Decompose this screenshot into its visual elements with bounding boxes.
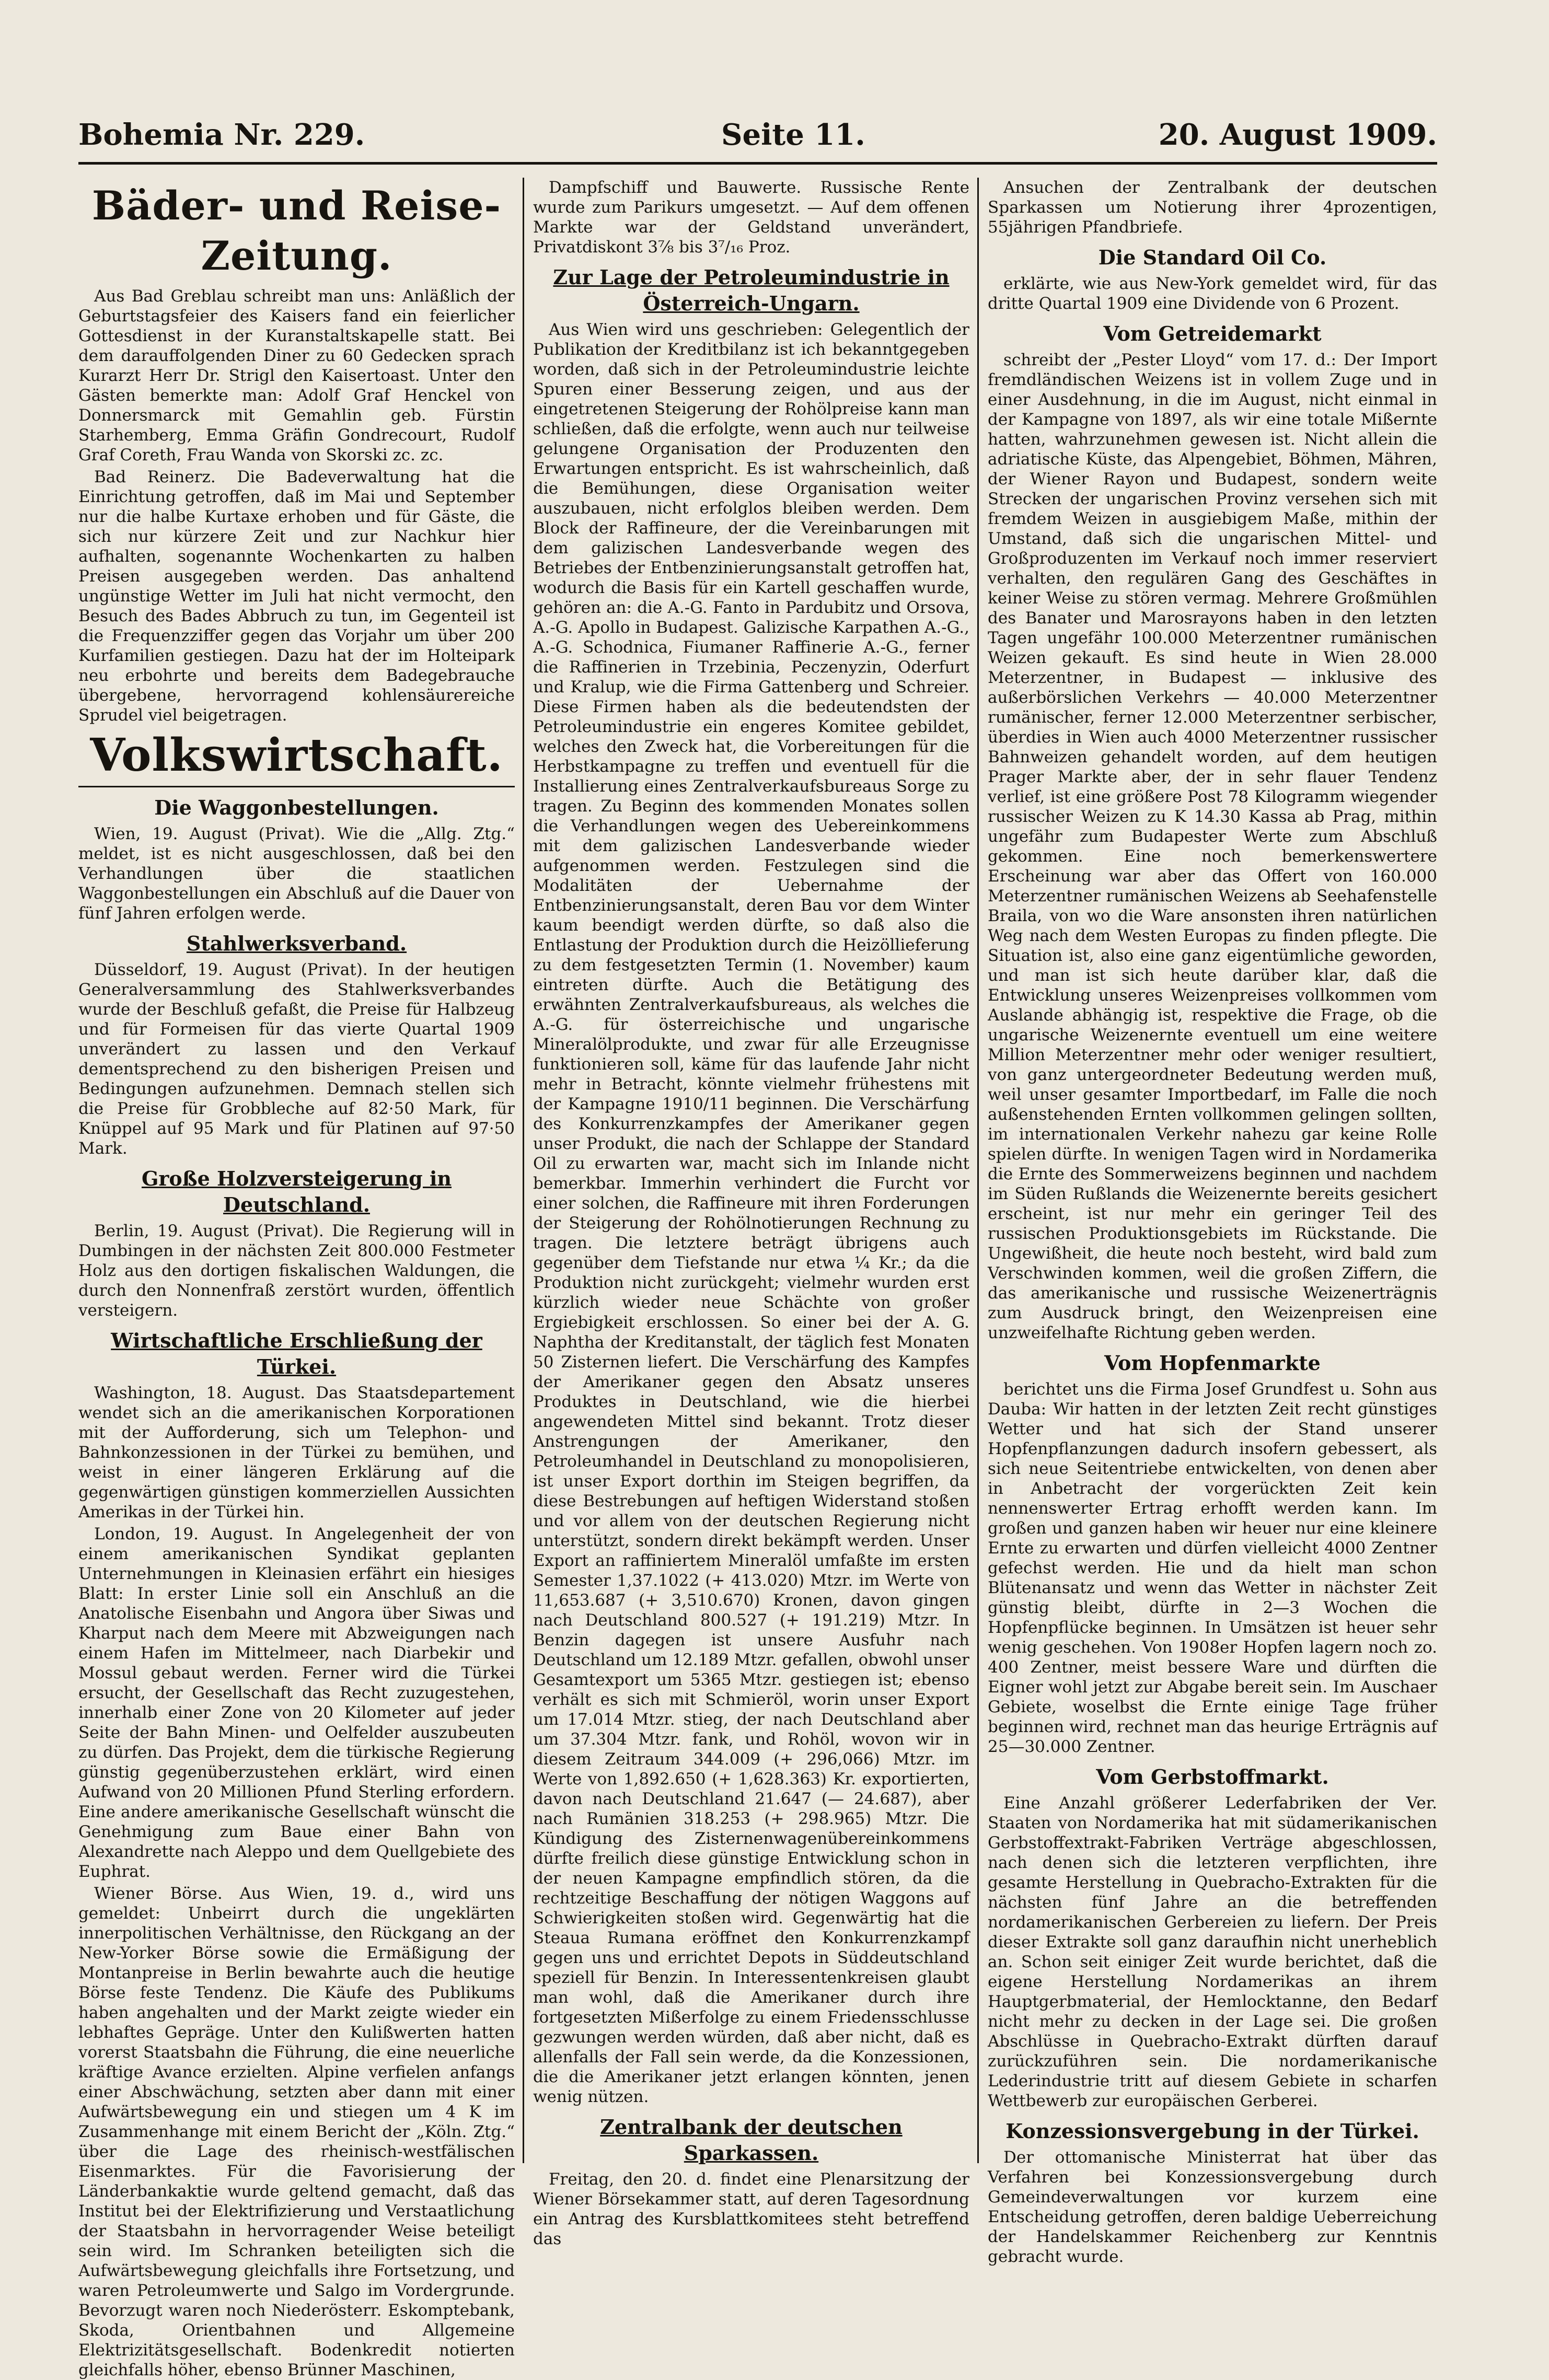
section-title-baeder: Bäder- und Reise-Zeitung. <box>91 182 502 279</box>
headline-zentralbank: Zentralbank der deutschen Sparkassen. <box>600 2115 903 2165</box>
headline-standard-oil: Die Standard Oil Co. <box>1098 246 1327 269</box>
article-boerse-cont: Dampfschiff und Bauwerte. Russische Rente wurde zum Parikurs umgesetzt. — Auf dem offenen Markte war der Geldstand unverändert, Privatdiskont 3⅞ bis 3⁷/₁₆ Proz. <box>533 178 969 257</box>
article-greblau: Aus Bad Greblau schreibt man uns: Anläßlich der Geburtstagsfeier des Kaisers fand ein feierlicher Gottesdienst in der Kuranstaltskapelle statt. Bei dem darauffolgenden Diner zu 60 Gedecken sprach Kurarzt Herr Dr. Strigl den Kaisertoast. Unter den Gästen bemerkte man: Adolf Graf Henckel von Donnersmarck mit Gemahlin geb. Fürstin Starhemberg, Emma Gräfin Gondrecourt, Rudolf Graf Coreth, Frau Wanda von Skorski zc. zc. <box>78 287 515 465</box>
article-zentralbank-cont: Ansuchen der Zentralbank der deutschen Sparkassen um Notierung ihrer 4prozentigen, 55jährigen Pfandbriefe. <box>988 178 1437 237</box>
header-issue: Bohemia Nr. 229. <box>78 118 365 152</box>
article-petroleum: Aus Wien wird uns geschrieben: Gelegentlich der Publikation der Kreditbilanz ist ich bekanntgegeben worden, daß sich in der Petroleumindustrie leichte Spuren einer Besserung zeigen, und aus der eingetretenen Steigerung der Rohölpreise kann man schließen, daß die erfolgte, wenn auch nur teilweise gelungene Organisation der Produzenten den Erwartungen entspricht. Es ist wahrscheinlich, daß die Bemühungen, diese Organisation weiter auszubauen, nicht erfolglos bleiben werden. Dem Block der Raffineure, der die Vereinbarungen mit dem galizischen Landesverbande wegen des Betriebes der Entbenzinierungsanstalt getroffen hat, wodurch die Basis für ein Kartell geschaffen wurde, gehören an: die A.-G. Fanto in Pardubitz und Orsova, A.-G. Apollo in Budapest. Galizische Karpathen A.-G., A.-G. Schodnica, Fiumaner Raffinerie A.-G., ferner die Raffinerien in Trzebinia, Peczenyzin, Oderfurt und Kralup, wie die Firma Gattenberg und Schreier. Diese Firmen haben als die bedeutendsten der Petroleumindustrie ein engeres Komitee gebildet, welches den Zweck hat, die Vorbereitungen für die Herbstkampagne zu treffen und eventuell für die Installierung eines Zentralverkaufsbureaus Sorge zu tragen. Zu Beginn des kommenden Monates sollen die Verhandlungen wegen des Uebereinkommens mit dem galizischen Landesverbande wieder aufgenommen werden. Festzulegen sind die Modalitäten der Uebernahme der Entbenzinierungsanstalt, deren Bau vor dem Winter kaum beendigt werden dürfte, so daß also die Entlastung der Produktion durch die Heizöllieferung zu dem festgesetzten Termin (1. November) kaum eintreten dürfte. Auch die Betätigung des erwähnten Zentralverkaufsbureaus, als welches die A.-G. für österreichische und ungarische Mineralölprodukte, und zwar für alle Erzeugnisse funktionieren soll, käme für das laufende Jahr nicht mehr in Betracht, könnte vielmehr frühestens mit der Kampagne 1910/11 beginnen. Die Verschärfung des Konkurrenzkampfes der Amerikaner gegen unser Produkt, die nach der Schlappe der Standard Oil zu erwarten war, macht sich im Inlande nicht bemerkbar. Immerhin verhindert die Furcht vor einer solchen, die Raffineure mit ihren Forderungen der Steigerung der Rohölnotierungen Rechnung zu tragen. Die letztere beträgt übrigens auch gegenüber dem Tiefstande nur etwa ¼ Kr.; da die Produktion nicht zurückgeht; vielmehr wurden erst kürzlich wieder neue Schächte von großer Ergiebigkeit erschlossen. So einer bei der A. G. Naphtha der Kreditanstalt, der täglich fest Monaten 50 Zisternen liefert. Die Verschärfung des Kampfes der Amerikaner gegen den Absatz unseres Produktes in Deutschland, wie die hierbei angewendeten Mittel sind bekannt. Trotz dieser Anstrengungen der Amerikaner, den Petroleumhandel in Deutschland zu monopolisieren, ist unser Export dorthin im Steigen begriffen, da diese Bestrebungen auf heftigen Widerstand stoßen und vor allem von der deutschen Regierung nicht unterstützt, sondern direkt bekämpft werden. Unser Export an raffiniertem Mineralöl umfaßte im ersten Semester 1,37.1022 (+ 413.020) Mtzr. im Werte von 11,653.687 (+ 3,510.670) Kronen, davon gingen nach Deutschland 800.527 (+ 191.219) Mtzr. In Benzin dagegen ist unsere Ausfuhr nach Deutschland um 12.189 Mtzr. gefallen, obwohl unser Gesamtexport um 5365 Mtzr. gestiegen ist; ebenso verhält es sich mit Schmieröl, worin unser Export um 17.014 Mtzr. stieg, der nach Deutschland aber um 37.304 Mtzr. fank, und Rohöl, wovon wir in diesem Zeitraum 344.009 (+ 296,066) Mtzr. im Werte von 1,892.650 (+ 1,628.363) Kr. exportierten, davon nach Deutschland 21.647 (— 24.687), aber nach Rumänien 318.253 (+ 298.965) Mtzr. Die Kündigung des Zisternenwagenübereinkommens dürfte freilich diese günstige Entwicklung schon in der neuen Kampagne empfindlich stören, da die rechtzeitige Beschaffung der nötigen Waggons auf Schwierigkeiten stoßen wird. Gegenwärtig hat die Steaua Rumana eröffnet den Konkurrenzkampf gegen uns und errichtet Depots in Süddeutschland speziell für Benzin. In Interessentenkreisen glaubt man wohl, daß die Amerikaner durch ihre fortgesetzten Mißerfolge zu einem Friedensschlusse gezwungen werden würden, daß aber nicht, daß es allenfalls der Fall sein werde, da die Konzessionen, die die Amerikaner jetzt erlangen könnten, jenen wenig nützen. <box>533 320 969 2106</box>
headline-gerbstoff: Vom Gerbstoffmarkt. <box>1096 1765 1329 1789</box>
article-reinerz: Bad Reinerz. Die Badeverwaltung hat die Einrichtung getroffen, daß im Mai und September nur die halbe Kurtaxe erhoben und für Gäste, die sich nur kürzere Zeit und zur Nachkur hier aufhalten, sogenannte Wochenkarten zu halben Preisen ausgegeben werden. Das anhaltend ungünstige Wetter im Juli hat nicht vermocht, den Besuch des Bades Abbruch zu tun, im Gegenteil ist die Frequenzziffer gegen das Vorjahr um über 200 Kurfamilien gestiegen. Dazu hat der im Holteipark neu erbohrte und bereits dem Badegebrauche übergebene, hervorragend kohlensäurereiche Sprudel viel beigetragen. <box>78 468 515 725</box>
column-rule <box>977 178 979 2163</box>
column-rule <box>523 178 524 2163</box>
section-title-volkswirtschaft: Volkswirtschaft. <box>78 728 515 787</box>
headline-konzession: Konzessionsvergebung in der Türkei. <box>1005 2119 1419 2143</box>
column-2 <box>533 178 969 2248</box>
article-zentralbank: Freitag, den 20. d. findet eine Plenarsitzung der Wiener Börsekammer statt, auf deren Tagesordnung ein Antrag des Kursblattkomitees steht betreffend das <box>533 2170 969 2248</box>
article-gerbstoff: Eine Anzahl größerer Lederfabriken der Ver. Staaten von Nordamerika hat mit südamerikanischen Gerbstoffextrakt-Fabriken Verträge abgeschlossen, nach denen sich die letzteren verpflichten, ihre gesamte Herstellung in Quebracho-Extrakten für die nächsten fünf Jahre an die betreffenden nordamerikanischen Gerbereien zu liefern. Der Preis dieser Extrakte soll ganz daraufhin nicht unerheblich an. Schon seit einiger Zeit wurde berichtet, daß die eigene Herstellung Nordamerikas an ihrem Hauptgerbmaterial, der Hemlocktanne, den Bedarf nicht mehr zu decken in der Lage sei. Die großen Abschlüsse in Quebracho-Extrakt dürften darauf zurückzuführen sein. Die nordamerikanische Lederindustrie tritt auf diesem Gebiete in scharfen Wettbewerb zur europäischen Gerberei. <box>988 1794 1437 2110</box>
headline-waggon: Die Waggonbestellungen. <box>154 796 439 819</box>
header-page-number: Seite 11. <box>721 118 865 152</box>
headline-stahlwerk: Stahlwerksverband. <box>186 932 407 955</box>
column-1 <box>78 178 515 2379</box>
article-stahlwerk: Düsseldorf, 19. August (Privat). In der heutigen Generalversammlung des Stahlwerksverbandes wurde der Beschluß gefaßt, die Preise für Halbzeug und für Formeisen für das vierte Quartal 1909 unverändert zu lassen und den Verkauf dementsprechend zu den bisherigen Preisen und Bedingungen aufzunehmen. Demnach stellen sich die Preise für Grobbleche auf 82·50 Mark, für Knüppel auf 95 Mark und für Platinen auf 97·50 Mark. <box>78 960 515 1158</box>
headline-holz: Große Holzversteigerung in Deutschland. <box>141 1167 452 1216</box>
headline-tuerkei: Wirtschaftliche Erschließung der Türkei. <box>111 1329 482 1378</box>
article-getreide: schreibt der „Pester Lloyd“ vom 17. d.: Der Import fremdländischen Weizens ist in vollem Zuge und in einer Ausdehnung, in die im August, nicht einmal in der Kampagne von 1897, als wir eine totale Mißernte hatten, wahrzunehmen gewesen ist. Nicht allein die adriatische Küste, das Alpengebiet, Böhmen, Mähren, der Wiener Rayon und Budapest, sondern weite Strecken der ungarischen Provinz versehen sich mit fremdem Weizen in ausgiebigem Maße, mithin der Umstand, daß sich die ungarischen Mittel- und Großproduzenten im Verkauf noch immer reserviert verhalten, den regulären Gang des Geschäftes in keiner Weise zu stören vermag. Mehrere Großmühlen des Banater und Marosrayons haben in den letzten Tagen ungefähr 100.000 Meterzentner rumänischen Weizen gekauft. Es sind heute in Wien 28.000 Meterzentner, in Budapest — inklusive des außerbörslichen Verkehrs — 40.000 Meterzentner rumänischer, ferner 12.000 Meterzentner serbischer, überdies in Wien auch 4000 Meterzentner russischer Bahnweizen gehandelt worden, auf dem heutigen Prager Markte aber, der in sehr flauer Tendenz verlief, ist eine größere Post 78 Kilogramm wiegender russischer Weizen zu K 14.30 Kassa ab Prag, mithin ungefähr zum Budapester Werte zum Abschluß gekommen. Eine noch bemerkenswertere Erscheinung war aber das Offert von 160.000 Meterzentner rumänischen Weizens ab Seehafenstelle Braila, von wo die Ware ansonsten ihren natürlichen Weg nach dem Westen Europas zu finden pflegte. Die Situation ist, also eine ganz eigentümliche geworden, und man ist sich heute darüber klar, daß die Entwicklung unseres Weizenpreises vollkommen vom Auslande abhängig ist, respektive die Frage, ob die ungarische Weizenernte eventuell um eine weitere Million Meterzentner mehr oder weniger resultiert, von ganz untergeordneter Bedeutung werden muß, weil unser gesamter Importbedarf, im Falle die noch außenstehenden Ernten vollkommen gelingen sollten, im internationalen Verkehr nahezu gar keine Rolle spielen dürfte. In wenigen Tagen wird in Nordamerika die Ernte des Sommerweizens beginnen und nachdem im Süden Rußlands die Weizenernte bereits gesichert erscheint, ist nur mehr ein geringer Teil des russischen Produktionsgebiets im Rückstande. Die Ungewißheit, die heute noch besteht, wird bald zum Verschwinden kommen, weil die großen Ziffern, die das amerikanische und russische Weizenerträgnis zum Ausdruck bringt, den Weizenpreisen eine unzweifelhafte Richtung geben werden. <box>988 351 1437 1342</box>
newspaper-page <box>78 105 1437 2379</box>
article-boerse: Wiener Börse. Aus Wien, 19. d., wird uns gemeldet: Unbeirrt durch die ungeklärten innerpolitischen Verhältnisse, den Rückgang an der New-Yorker Börse sowie die Ermäßigung der Montanpreise in Berlin bewahrte auch die heutige Börse feste Tendenz. Die Käufe des Publikums haben angehalten und der Markt zeigte wieder ein lebhaftes Gepräge. Unter den Kulißwerten hatten vorerst Staatsbahn die Führung, die eine neuerliche kräftige Avance erzielten. Alpine verfielen anfangs einer Abschwächung, setzten aber dann mit einer Aufwärtsbewegung ein und stiegen um 4 K im Zusammenhange mit einem Bericht der „Köln. Ztg.“ über die Lage des rheinisch-westfälischen Eisenmarktes. Für die Favorisierung der Länderbankaktie wurde geltend gemacht, daß das Institut bei der Elektrifizierung und Verstaatlichung der Staatsbahn in hervorragender Weise beteiligt sein wird. Im Schranken beteiligten sich die Aufwärtsbewegung gleichfalls ihre Fortsetzung, und waren Petroleumwerte und Salgo im Vordergrunde. Bevorzugt waren noch Niederösterr. Eskomptebank, Skoda, Orientbahnen und Allgemeine Elektrizitätsgesellschaft. Bodenkredit notierten gleichfalls höher, ebenso Brünner Maschinen, <box>78 1884 515 2379</box>
article-hopfen: berichtet uns die Firma Josef Grundfest u. Sohn aus Dauba: Wir hatten in der letzten Zeit recht günstiges Wetter und hat sich der Stand unserer Hopfenpflanzungen dadurch insofern gebessert, als sich neue Seitentriebe entwickelten, von denen aber in Anbetracht der vorgerückten Zeit kein nennenswerter Ertrag erhofft werden kann. Im großen und ganzen haben wir heuer nur eine kleinere Ernte zu erwarten und dürfen vielleicht 4000 Zentner gefechst werden. Hie und da hielt man schon Blütenansatz und wenn das Wetter in nächster Zeit günstig bleibt, dürfte in 2—3 Wochen die Hopfenpflücke beginnen. In Umsätzen ist heuer sehr wenig geschehen. Von 1908er Hopfen lagern noch zo. 400 Zentner, meist bessere Ware und dürften die Eigner wohl jetzt zur Abgabe bereit sein. Im Auschaer Gebiete, woselbst die Ernte einige Tage früher beginnen wird, rechnet man das heurige Erträgnis auf 25—30.000 Zentner. <box>988 1380 1437 1756</box>
article-london: London, 19. August. In Angelegenheit der von einem amerikanischen Syndikat geplanten Unternehmungen in Kleinasien erfährt ein hiesiges Blatt: In erster Linie soll ein Anschluß an die Anatolische Eisenbahn und Angora über Siwas und Kharput nach dem Meere mit Abzweigungen nach einem Hafen im Mittelmeer, nach Diarbekir und Mossul gebaut werden. Ferner wird die Türkei ersucht, der Gesellschaft das Recht zuzugestehen, innerhalb einer Zone von 20 Kilometer auf jeder Seite der Bahn Minen- und Oelfelder auszubeuten zu dürfen. Das Projekt, dem die türkische Regierung günstig gegenüberzustehen erklärt, wird einen Aufwand von 20 Millionen Pfund Sterling erfordern. Eine andere amerikanische Gesellschaft wünscht die Genehmigung zum Baue einer Bahn von Alexandrette nach Aleppo und dem Quellgebiete des Euphrat. <box>78 1525 515 1881</box>
column-3 <box>988 178 1437 2266</box>
headline-hopfen: Vom Hopfenmarkte <box>1104 1351 1321 1375</box>
article-holz: Berlin, 19. August (Privat). Die Regierung will in Dumbingen in der nächsten Zeit 800.000 Festmeter Holz aus den dortigen fiskalischen Waldungen, die durch den Nonnenfraß zerstört wurden, öffentlich versteigern. <box>78 1222 515 1320</box>
article-washington: Washington, 18. August. Das Staatsdepartement wendet sich an die amerikanischen Korporationen mit der Aufforderung, sich um Telephon- und Bahnkonzessionen in der Türkei zu bemühen, und weist in einer längeren Erklärung auf die gegenwärtigen günstigen kommerziellen Aussichten Amerikas in der Türkei hin. <box>78 1384 515 1522</box>
article-waggon: Wien, 19. August (Privat). Wie die „Allg. Ztg.“ meldet, ist es nicht ausgeschlossen, daß bei den Verhandlungen über die staatlichen Waggonbestellungen ein Abschluß auf die Dauer von fünf Jahren erfolgen werde. <box>78 825 515 923</box>
article-konzession: Der ottomanische Ministerrat hat über das Verfahren bei Konzessionsvergebung durch Gemeindeverwaltungen vor kurzem eine Entscheidung getroffen, deren baldige Ueberreichung der Handelskammer Reichenberg zur Kenntnis gebracht wurde. <box>988 2148 1437 2266</box>
header-date: 20. August 1909. <box>1158 118 1437 152</box>
running-header <box>78 105 1437 165</box>
article-standard-oil: erklärte, wie aus New-York gemeldet wird, für das dritte Quartal 1909 eine Dividende von 6 Prozent. <box>988 274 1437 313</box>
headline-petroleum: Zur Lage der Petroleumindustrie in Österreich-Ungarn. <box>553 265 950 315</box>
headline-getreide: Vom Getreidemarkt <box>1103 322 1322 345</box>
